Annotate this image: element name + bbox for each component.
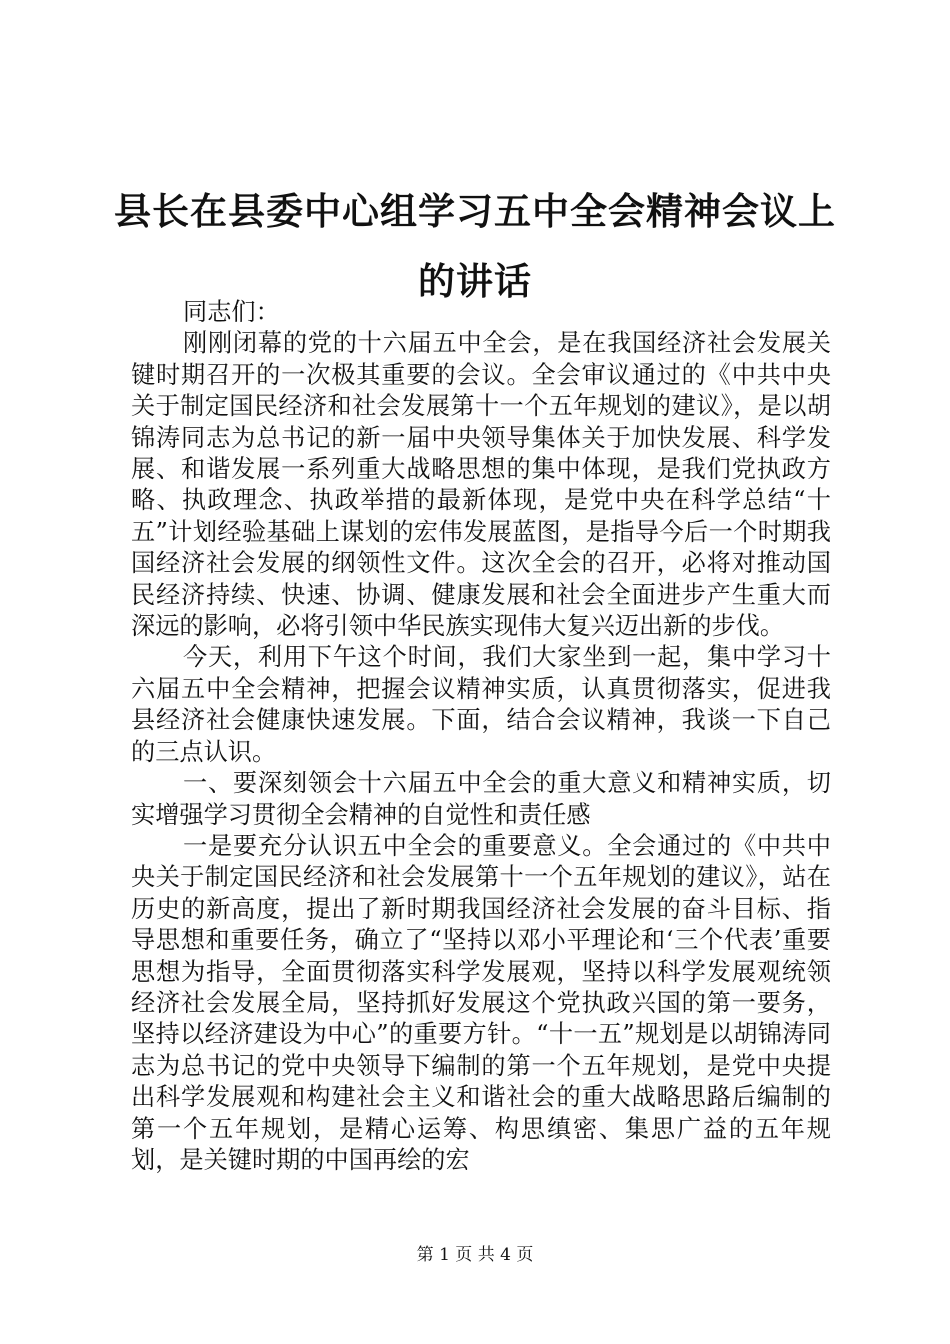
salutation: 同志们：	[183, 298, 280, 326]
document-title: 县长在县委中心组学习五中全会精神会议上的讲话	[114, 189, 836, 303]
page-footer: 第 1 页 共 4 页	[416, 1245, 534, 1265]
document-body	[131, 297, 831, 1176]
paragraph: 今天，利用下午这个时间，我们大家坐到一起，集中学习十六届五中全会精神，把握会议精神实质，认真贯彻落实，促进我县经济社会健康快速发展。下面，结合会议精神，我谈一下自己的三点认识。	[131, 643, 831, 766]
paragraph: 刚刚闭幕的党的十六届五中全会，是在我国经济社会发展关键时期召开的一次极其重要的会议。全会审议通过的《中共中央关于制定国民经济和社会发展第十一个五年规划的建议》，是以胡锦涛同志为总书记的新一届中央领导集体关于加快发展、科学发展、和谐发展一系列重大战略思想的集中体现，是我们党执政方略、执政理念、执政举措的最新体现，是党中央在科学总结“十五”计划经验基础上谋划的宏伟发展蓝图，是指导今后一个时期我国经济社会发展的纲领性文件。这次全会的召开，必将对推动国民经济持续、快速、协调、健康发展和社会全面进步产生重大而深远的影响，必将引领中华民族实现伟大复兴迈出新的步伐。	[131, 329, 831, 641]
section-heading: 一、要深刻领会十六届五中全会的重大意义和精神实质，切实增强学习贯彻全会精神的自觉性和责任感	[131, 769, 831, 829]
paragraph: 一是要充分认识五中全会的重要意义。全会通过的《中共中央关于制定国民经济和社会发展第十一个五年规划的建议》，站在历史的新高度，提出了新时期我国经济社会发展的奋斗目标、指导思想和重要任务，确立了“坚持以邓小平理论和‘三个代表’重要思想为指导，全面贯彻落实科学发展观，坚持以科学发展观统领经济社会发展全局，坚持抓好发展这个党执政兴国的第一要务，坚持以经济建设为中心”的重要方针。“十一五”规划是以胡锦涛同志为总书记的党中央领导下编制的第一个五年规划，是党中央提出科学发展观和构建社会主义和谐社会的重大战略思路后编制的第一个五年规划，是精心运筹、构思缜密、集思广益的五年规划，是关键时期的中国再绘的宏	[131, 831, 831, 1174]
